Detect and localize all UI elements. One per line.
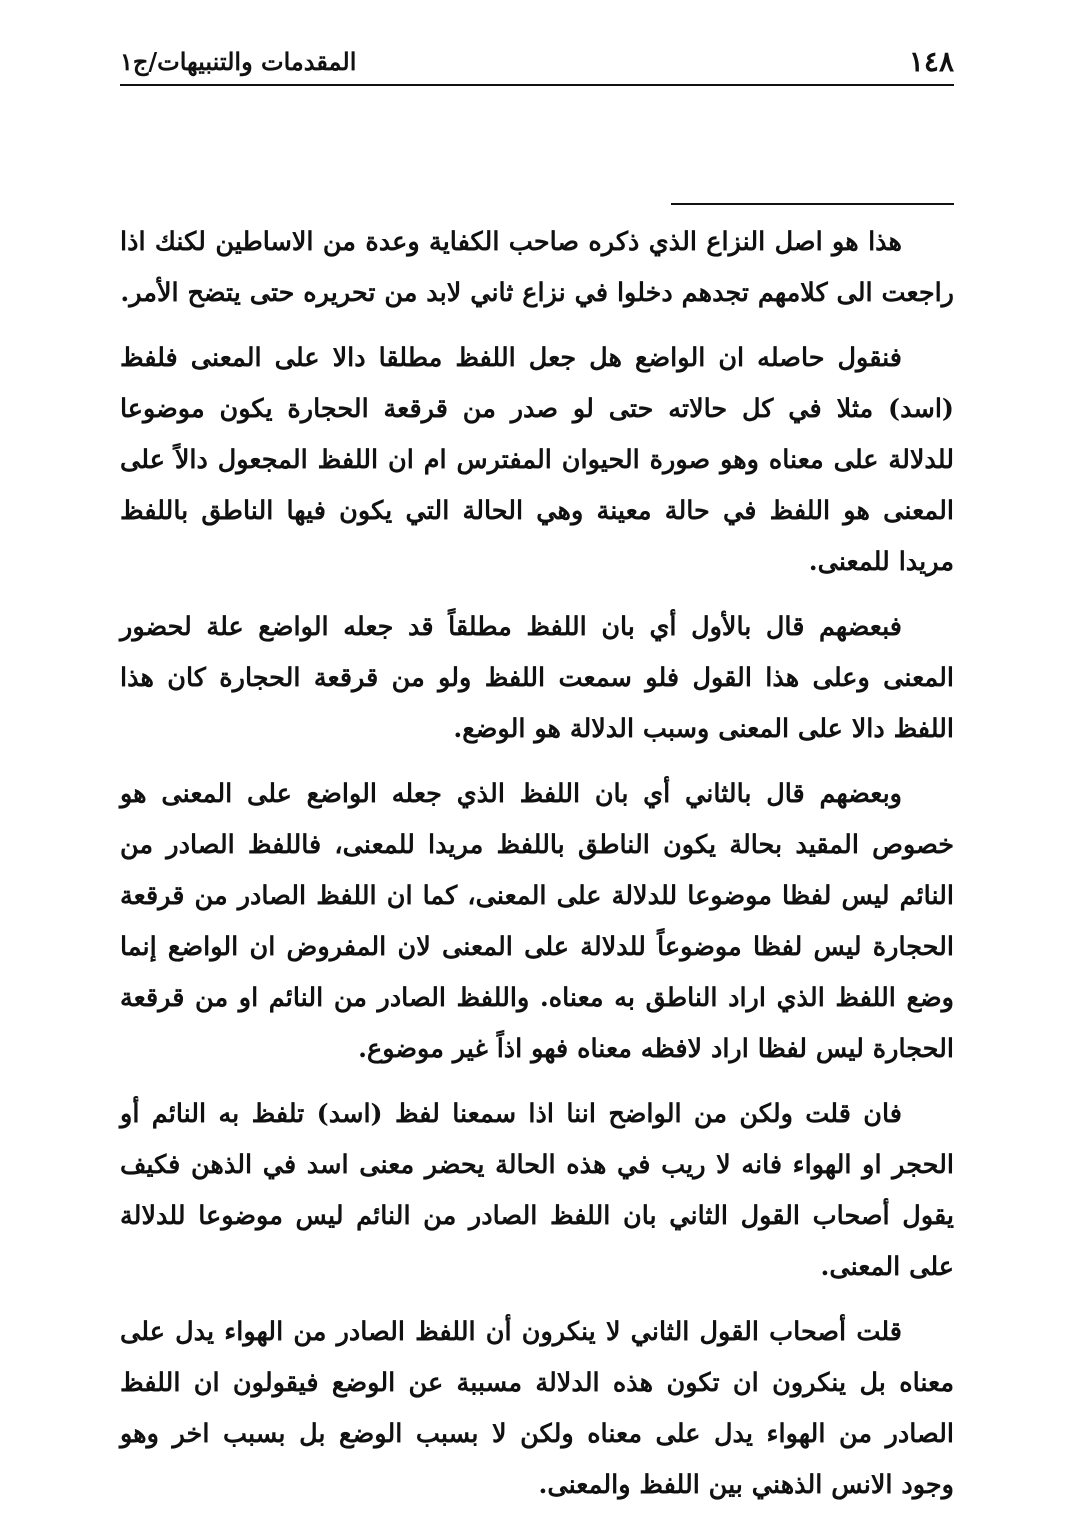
paragraph: وبعضهم قال بالثاني أي بان اللفظ الذي جعله الواضع على المعنى هو خصوص المقيد بحالة يكون الناطق باللفظ مريدا للمعنى، فاللفظ الصادر من النائم ليس لفظا موضوعا للدلالة على المعنى، كما ان اللفظ الصادر من قرقعة الحجارة ليس لفظا موضوعاً للدلالة على المعنى لان المفروض ان الواضع إنما وضع اللفظ الذي اراد الناطق به معناه. واللفظ الصادر من النائم او من قرقعة الحجارة ليس لفظا اراد لافظه معناه فهو اذاً غير موضوع. <box>120 779 954 1064</box>
paragraph: قلت أصحاب القول الثاني لا ينكرون أن اللفظ الصادر من الهواء يدل على معناه بل ينكرون ان تكون هذه الدلالة مسببة عن الوضع فيقولون ان اللفظ الصادر من الهواء يدل على معناه ولكن لا بسبب الوضع بل بسبب اخر وهو وجود الانس الذهني بين اللفظ والمعنى. <box>120 1317 954 1500</box>
page-number: ١٤٨ <box>908 44 954 78</box>
paragraph: هذا هو اصل النزاع الذي ذكره صاحب الكفاية وعدة من الاساطين لكنك اذا راجعت الى كلامهم تجدهم دخلوا في نزاع ثاني لابد من تحريره حتى يتضح الأمر. <box>120 227 954 308</box>
paragraph: فنقول حاصله ان الواضع هل جعل اللفظ مطلقا دالا على المعنى فلفظ (اسد) مثلا في كل حالاته حتى لو صدر من قرقعة الحجارة يكون موضوعا للدلالة على معناه وهو صورة الحيوان المفترس ام ان اللفظ المجعول دالاً على المعنى هو اللفظ في حالة معينة وهي الحالة التي يكون فيها الناطق باللفظ مريدا للمعنى. <box>120 343 954 577</box>
page-header <box>120 38 954 86</box>
running-title: المقدمات والتنبيهات/ج١ <box>120 46 357 76</box>
body-text <box>120 217 954 1525</box>
paragraph: فبعضهم قال بالأول أي بان اللفظ مطلقاً قد جعله الواضع علة لحضور المعنى وعلى هذا القول فلو سمعت اللفظ ولو من قرقعة الحجارة كان هذا اللفظ دالا على المعنى وسبب الدلالة هو الوضع. <box>120 612 954 744</box>
section-divider <box>671 203 954 205</box>
paragraph: فان قلت ولكن من الواضح اننا اذا سمعنا لفظ (اسد) تلفظ به النائم أو الحجر او الهواء فانه لا ريب في هذه الحالة يحضر معنى اسد في الذهن فكيف يقول أصحاب القول الثاني بان اللفظ الصادر من النائم ليس موضوعا للدلالة على المعنى. <box>120 1099 954 1282</box>
